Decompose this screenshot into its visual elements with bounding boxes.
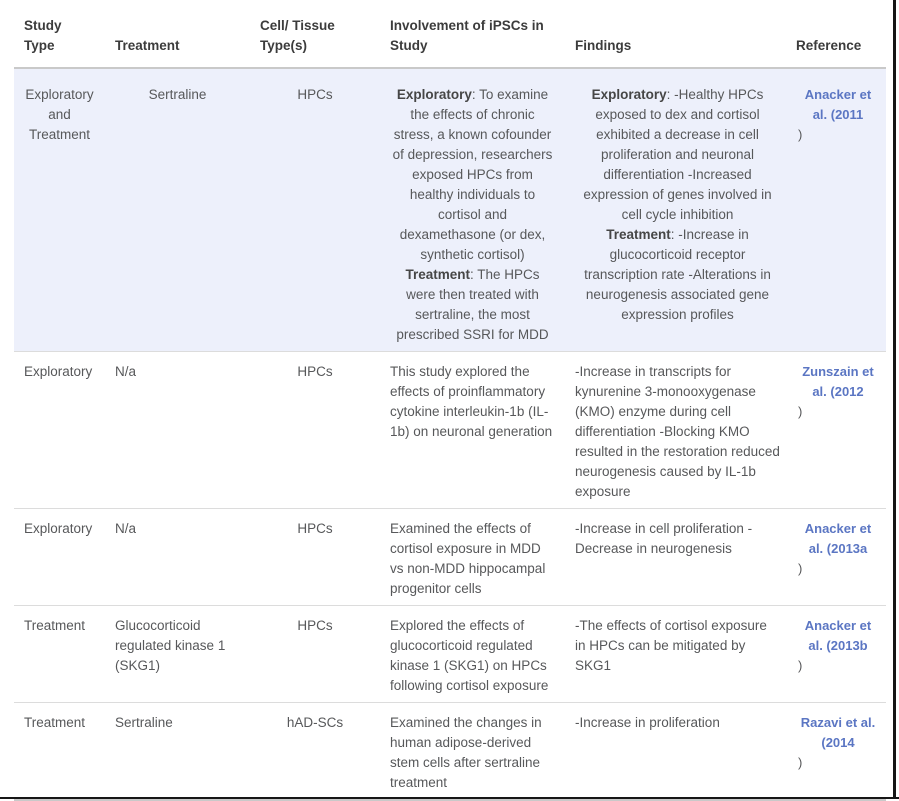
reference-link[interactable]: Zunszain et al. (2012 xyxy=(802,364,874,399)
studies-table-container xyxy=(14,0,886,801)
cell-tissue-cell: HPCs xyxy=(250,352,380,509)
involvement-cell: Explored the effects of glucocorticoid regulated kinase 1 (SKG1) on HPCs following cortisol exposure xyxy=(380,606,565,703)
reference-suffix: ) xyxy=(798,561,803,576)
findings-cell: -Increase in proliferation xyxy=(565,703,790,801)
findings-treatment-label: Treatment xyxy=(606,227,671,242)
treatment-cell: Sertraline xyxy=(105,703,250,801)
reference-link[interactable]: Anacker et al. (2013b xyxy=(804,618,872,653)
cell-tissue-cell: HPCs xyxy=(250,606,380,703)
reference-cell xyxy=(790,606,886,703)
findings-exploratory-text: : -Healthy HPCs exposed to dex and cortisol exhibited a decrease in cell proliferation and neuronal differentiation -Increased expression of genes involved in cell cycle inhibition xyxy=(583,87,772,222)
cell-tissue-cell: HPCs xyxy=(250,68,380,352)
table-row xyxy=(14,68,886,352)
reference-suffix: ) xyxy=(798,404,803,419)
header-row xyxy=(14,0,886,68)
cell-tissue-cell: HPCs xyxy=(250,509,380,606)
reference-cell xyxy=(790,352,886,509)
reference-cell xyxy=(790,509,886,606)
involvement-treatment-label: Treatment xyxy=(405,267,470,282)
reference-cell xyxy=(790,703,886,801)
involvement-cell: Examined the effects of cortisol exposure in MDD vs non-MDD hippocampal progenitor cells xyxy=(380,509,565,606)
involvement-exploratory-label: Exploratory xyxy=(396,87,472,102)
header-study-type: Study Type xyxy=(14,0,105,68)
header-treatment: Treatment xyxy=(105,0,250,68)
ipsc-studies-table xyxy=(14,0,886,801)
table-row xyxy=(14,509,886,606)
involvement-cell: Examined the changes in human adipose-derived stem cells after sertraline treatment xyxy=(380,703,565,801)
findings-treatment-text: : -Increase in glucocorticoid receptor transcription rate -Alterations in neurogenesis associated gene expression profiles xyxy=(584,227,771,322)
table-row xyxy=(14,703,886,801)
reference-link[interactable]: Razavi et al. (2014 xyxy=(800,715,876,750)
involvement-treatment-text: : The HPCs were then treated with sertraline, the most prescribed SSRI for MDD xyxy=(396,267,549,342)
involvement-cell: This study explored the effects of proinflammatory cytokine interleukin-1b (IL-1b) on neuronal generation xyxy=(380,352,565,509)
findings-exploratory-label: Exploratory xyxy=(591,87,667,102)
reference-link[interactable]: Anacker et al. (2013a xyxy=(804,521,872,556)
study-type-cell: Treatment xyxy=(14,703,105,801)
header-cell-tissue: Cell/ Tissue Type(s) xyxy=(250,0,380,68)
table-row xyxy=(14,352,886,509)
study-type-cell: Exploratory xyxy=(14,509,105,606)
study-type-cell: Treatment xyxy=(14,606,105,703)
treatment-cell: N/a xyxy=(105,352,250,509)
study-type-cell: Exploratory and Treatment xyxy=(14,68,105,352)
findings-cell: -The effects of cortisol exposure in HPCs can be mitigated by SKG1 xyxy=(565,606,790,703)
treatment-cell: N/a xyxy=(105,509,250,606)
involvement-cell xyxy=(380,68,565,352)
cell-tissue-cell: hAD-SCs xyxy=(250,703,380,801)
table-row xyxy=(14,606,886,703)
window-right-edge xyxy=(893,0,896,799)
reference-suffix: ) xyxy=(798,755,803,770)
reference-cell xyxy=(790,68,886,352)
treatment-cell: Glucocorticoid regulated kinase 1 (SKG1) xyxy=(105,606,250,703)
findings-cell: -Increase in cell proliferation -Decrease in neurogenesis xyxy=(565,509,790,606)
reference-link[interactable]: Anacker et al. (2011 xyxy=(804,87,872,122)
header-involvement: Involvement of iPSCs in Study xyxy=(380,0,565,68)
header-findings: Findings xyxy=(565,0,790,68)
findings-cell: -Increase in transcripts for kynurenine 3-monooxygenase (KMO) enzyme during cell differentiation -Blocking KMO resulted in the restoration reduced neurogenesis caused by IL-1b exposure xyxy=(565,352,790,509)
study-type-cell: Exploratory xyxy=(14,352,105,509)
findings-cell xyxy=(565,68,790,352)
reference-suffix: ) xyxy=(798,658,803,673)
reference-suffix: ) xyxy=(798,127,803,142)
involvement-exploratory-text: : To examine the effects of chronic stress, a known cofounder of depression, researchers exposed HPCs from healthy individuals to cortisol and dexamethasone (or dex, synthetic cortisol) xyxy=(392,87,553,262)
header-reference: Reference xyxy=(790,0,886,68)
treatment-cell: Sertraline xyxy=(105,68,250,352)
